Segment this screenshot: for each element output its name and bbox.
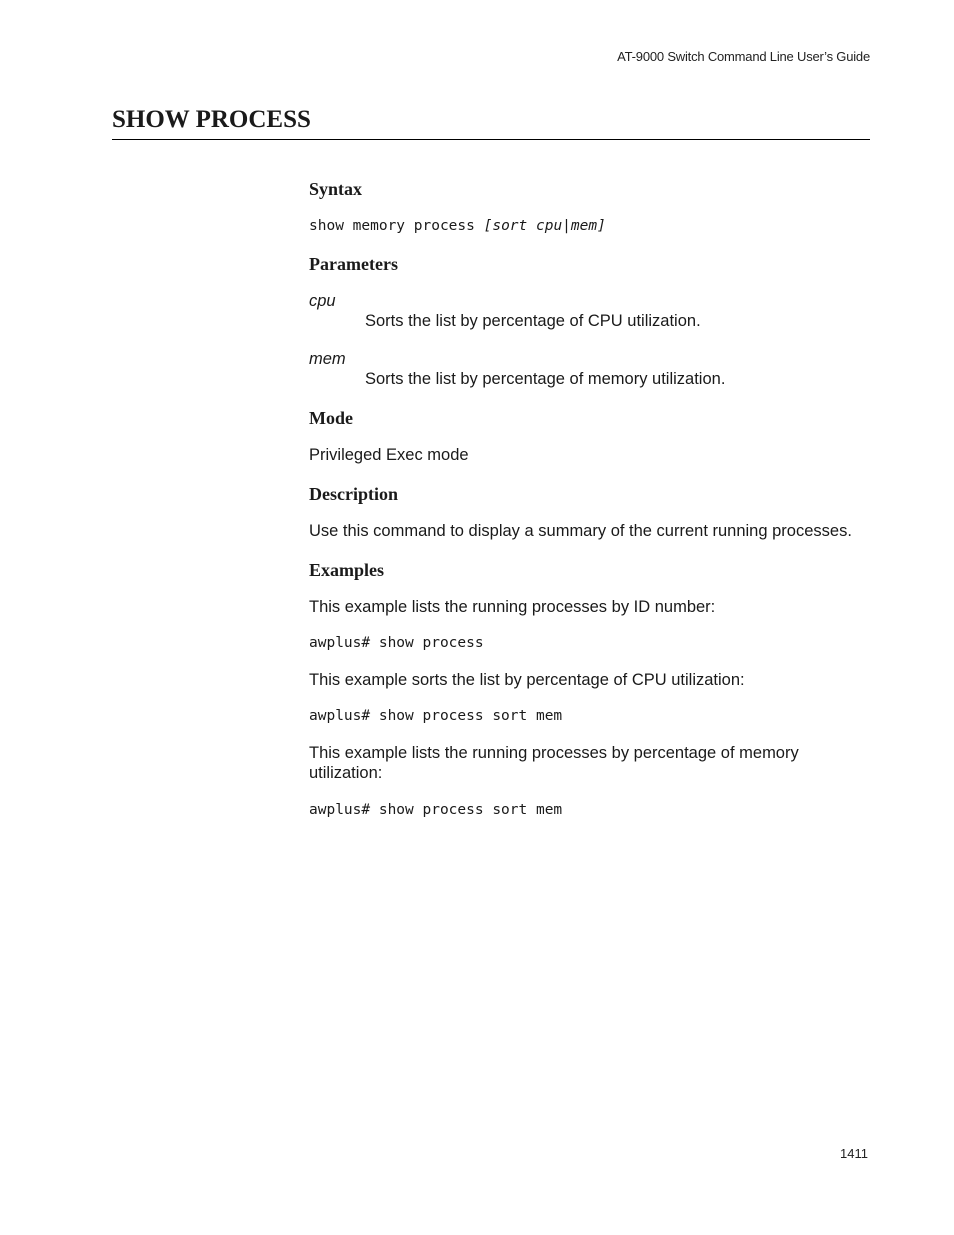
param-name-cpu: cpu	[309, 292, 336, 310]
syntax-command-base: show memory process	[309, 218, 484, 234]
example-command-2: awplus# show process sort mem	[309, 708, 563, 724]
parameters-heading: Parameters	[309, 254, 398, 274]
title-rule	[112, 139, 870, 140]
description-text: Use this command to display a summary of the current running processes.	[309, 522, 852, 540]
syntax-command-optional: [sort cpu|mem]	[483, 218, 606, 234]
running-header: AT-9000 Switch Command Line User’s Guide	[617, 49, 870, 64]
page-number: 1411	[840, 1146, 868, 1161]
param-desc-mem: Sorts the list by percentage of memory utilization.	[365, 370, 726, 388]
example-text-1: This example lists the running processes by ID number:	[309, 598, 716, 616]
description-heading: Description	[309, 484, 398, 504]
page-title: SHOW PROCESS	[112, 106, 311, 133]
example-text-2: This example sorts the list by percentage of CPU utilization:	[309, 671, 745, 689]
param-desc-cpu: Sorts the list by percentage of CPU utilization.	[365, 312, 701, 330]
example-command-3: awplus# show process sort mem	[309, 802, 563, 818]
examples-heading: Examples	[309, 560, 385, 580]
mode-heading: Mode	[309, 408, 353, 428]
example-command-1: awplus# show process	[309, 635, 484, 651]
syntax-command	[309, 216, 879, 236]
param-name-mem: mem	[309, 350, 346, 368]
example-text-3: This example lists the running processes by percentage of memory utilization:	[309, 744, 799, 782]
content-column	[309, 178, 879, 820]
mode-text: Privileged Exec mode	[309, 446, 469, 464]
syntax-heading: Syntax	[309, 179, 363, 199]
